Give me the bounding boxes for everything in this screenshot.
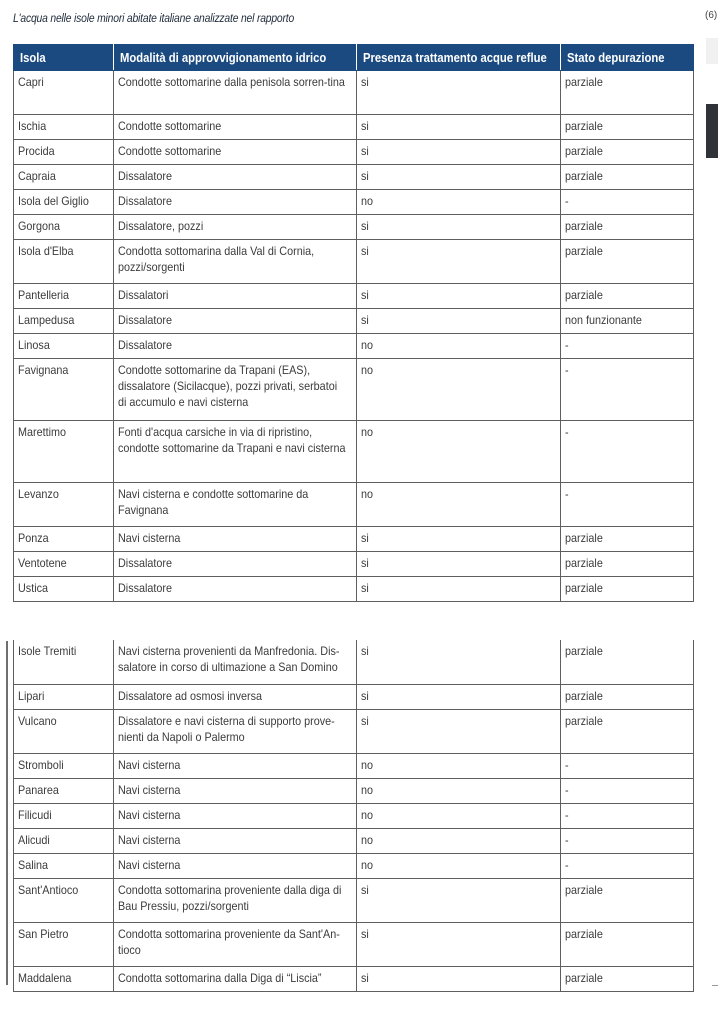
table-row bbox=[14, 922, 694, 966]
cell-isola: Pantelleria bbox=[14, 284, 114, 309]
cell-trattamento: si bbox=[357, 922, 561, 966]
table-row bbox=[14, 215, 694, 240]
table-body-2 bbox=[14, 640, 694, 991]
cell-trattamento: si bbox=[357, 684, 561, 709]
cell-isola: Favignana bbox=[14, 359, 114, 421]
cell-stato: parziale bbox=[561, 922, 694, 966]
table-row bbox=[14, 140, 694, 165]
cell-isola: Lampedusa bbox=[14, 309, 114, 334]
cell-isola: Capraia bbox=[14, 165, 114, 190]
cell-isola: Panarea bbox=[14, 778, 114, 803]
table-row bbox=[14, 165, 694, 190]
cell-stato: parziale bbox=[561, 71, 694, 115]
cell-isola: Linosa bbox=[14, 334, 114, 359]
table-header-row bbox=[14, 45, 694, 71]
cell-modalita: Navi cisterna provenienti da Manfredonia. Dis-salatore in corso di ultimazione a San Domino bbox=[114, 640, 357, 684]
table-row bbox=[14, 640, 694, 684]
table-row bbox=[14, 240, 694, 284]
cell-stato: - bbox=[561, 483, 694, 527]
cell-stato: parziale bbox=[561, 966, 694, 991]
cell-isola: Procida bbox=[14, 140, 114, 165]
cell-modalita: Condotte sottomarine da Trapani (EAS), dissalatore (Sicilacque), pozzi privati, serbatoi di accumulo e navi cisterna bbox=[114, 359, 357, 421]
water-table-part-2 bbox=[13, 640, 694, 992]
table-row bbox=[14, 684, 694, 709]
cell-isola: Ventotene bbox=[14, 552, 114, 577]
cell-modalita: Navi cisterna bbox=[114, 803, 357, 828]
cell-trattamento: si bbox=[357, 577, 561, 602]
cell-isola: Ischia bbox=[14, 115, 114, 140]
side-divider bbox=[712, 985, 718, 986]
cell-trattamento: si bbox=[357, 140, 561, 165]
cell-modalita: Dissalatore bbox=[114, 552, 357, 577]
cell-trattamento: no bbox=[357, 359, 561, 421]
cell-trattamento: no bbox=[357, 853, 561, 878]
page-side-number: (6) bbox=[705, 10, 718, 21]
cell-modalita: Fonti d'acqua carsiche in via di ripristino, condotte sottomarine da Trapani e navi cisterna bbox=[114, 421, 357, 483]
cell-trattamento: si bbox=[357, 966, 561, 991]
table-row bbox=[14, 309, 694, 334]
cell-trattamento: si bbox=[357, 709, 561, 753]
cell-stato: parziale bbox=[561, 215, 694, 240]
cell-stato: - bbox=[561, 853, 694, 878]
header-trattamento: Presenza trattamento acque reflue bbox=[357, 45, 561, 71]
cell-stato: parziale bbox=[561, 240, 694, 284]
cell-stato: parziale bbox=[561, 527, 694, 552]
cell-modalita: Dissalatore, pozzi bbox=[114, 215, 357, 240]
cell-stato: parziale bbox=[561, 709, 694, 753]
cell-trattamento: si bbox=[357, 165, 561, 190]
cell-stato: parziale bbox=[561, 552, 694, 577]
cell-trattamento: no bbox=[357, 778, 561, 803]
table-row bbox=[14, 483, 694, 527]
table-row bbox=[14, 853, 694, 878]
header-stato: Stato depurazione bbox=[561, 45, 694, 71]
cell-trattamento: si bbox=[357, 640, 561, 684]
table-row bbox=[14, 709, 694, 753]
cell-modalita: Navi cisterna bbox=[114, 753, 357, 778]
table-row bbox=[14, 803, 694, 828]
table-row bbox=[14, 421, 694, 483]
cell-stato: parziale bbox=[561, 140, 694, 165]
cell-modalita: Dissalatore ad osmosi inversa bbox=[114, 684, 357, 709]
table-row bbox=[14, 527, 694, 552]
table-row bbox=[14, 190, 694, 215]
side-panel-light bbox=[706, 38, 718, 64]
cell-modalita: Navi cisterna bbox=[114, 778, 357, 803]
cell-isola: Isole Tremiti bbox=[14, 640, 114, 684]
left-margin-bar bbox=[6, 641, 8, 985]
cell-isola: Filicudi bbox=[14, 803, 114, 828]
table-row bbox=[14, 71, 694, 115]
cell-isola: Gorgona bbox=[14, 215, 114, 240]
cell-modalita: Navi cisterna bbox=[114, 828, 357, 853]
cell-stato: parziale bbox=[561, 684, 694, 709]
cell-trattamento: si bbox=[357, 878, 561, 922]
cell-modalita: Dissalatore bbox=[114, 577, 357, 602]
cell-isola: Salina bbox=[14, 853, 114, 878]
cell-trattamento: si bbox=[357, 240, 561, 284]
cell-modalita: Dissalatore bbox=[114, 309, 357, 334]
water-table-part-1 bbox=[13, 44, 694, 602]
cell-modalita: Navi cisterna e condotte sottomarine da Favignana bbox=[114, 483, 357, 527]
cell-isola: Isola d'Elba bbox=[14, 240, 114, 284]
cell-modalita: Dissalatori bbox=[114, 284, 357, 309]
cell-modalita: Condotte sottomarine bbox=[114, 140, 357, 165]
cell-trattamento: no bbox=[357, 334, 561, 359]
table-row bbox=[14, 552, 694, 577]
cell-stato: - bbox=[561, 803, 694, 828]
cell-modalita: Condotte sottomarine bbox=[114, 115, 357, 140]
cell-isola: Ponza bbox=[14, 527, 114, 552]
table-row bbox=[14, 878, 694, 922]
cell-trattamento: si bbox=[357, 115, 561, 140]
cell-stato: parziale bbox=[561, 115, 694, 140]
cell-trattamento: si bbox=[357, 215, 561, 240]
cell-stato: - bbox=[561, 190, 694, 215]
cell-modalita: Dissalatore e navi cisterna di supporto prove-nienti da Napoli o Palermo bbox=[114, 709, 357, 753]
header-modalita: Modalità di approvvigionamento idrico bbox=[114, 45, 357, 71]
cell-trattamento: no bbox=[357, 803, 561, 828]
cell-trattamento: si bbox=[357, 552, 561, 577]
cell-isola: Lipari bbox=[14, 684, 114, 709]
cell-stato: - bbox=[561, 778, 694, 803]
cell-isola: Vulcano bbox=[14, 709, 114, 753]
cell-modalita: Dissalatore bbox=[114, 165, 357, 190]
cell-trattamento: no bbox=[357, 483, 561, 527]
cell-stato: - bbox=[561, 359, 694, 421]
cell-isola: Maddalena bbox=[14, 966, 114, 991]
cell-modalita: Dissalatore bbox=[114, 334, 357, 359]
cell-stato: non funzionante bbox=[561, 309, 694, 334]
cell-isola: Ustica bbox=[14, 577, 114, 602]
cell-modalita: Condotte sottomarine dalla penisola sorren-tina bbox=[114, 71, 357, 115]
cell-isola: Capri bbox=[14, 71, 114, 115]
cell-stato: parziale bbox=[561, 577, 694, 602]
cell-trattamento: si bbox=[357, 71, 561, 115]
cell-stato: parziale bbox=[561, 284, 694, 309]
cell-stato: - bbox=[561, 421, 694, 483]
cell-stato: parziale bbox=[561, 165, 694, 190]
cell-isola: Stromboli bbox=[14, 753, 114, 778]
cell-isola: Sant'Antioco bbox=[14, 878, 114, 922]
header-isola: Isola bbox=[14, 45, 114, 71]
table-row bbox=[14, 359, 694, 421]
cell-stato: - bbox=[561, 828, 694, 853]
table-row bbox=[14, 966, 694, 991]
cell-trattamento: no bbox=[357, 190, 561, 215]
cell-stato: parziale bbox=[561, 640, 694, 684]
table-row bbox=[14, 778, 694, 803]
side-panel-dark bbox=[706, 104, 718, 158]
cell-trattamento: si bbox=[357, 284, 561, 309]
cell-trattamento: si bbox=[357, 527, 561, 552]
table-row bbox=[14, 334, 694, 359]
cell-modalita: Condotta sottomarina proveniente da Sant'An-tioco bbox=[114, 922, 357, 966]
cell-isola: San Pietro bbox=[14, 922, 114, 966]
table-caption: L'acqua nelle isole minori abitate italiane analizzate nel rapporto bbox=[13, 13, 295, 25]
table-row bbox=[14, 115, 694, 140]
cell-trattamento: si bbox=[357, 309, 561, 334]
cell-modalita: Condotta sottomarina dalla Val di Cornia, pozzi/sorgenti bbox=[114, 240, 357, 284]
table-row bbox=[14, 753, 694, 778]
cell-trattamento: no bbox=[357, 828, 561, 853]
table-row bbox=[14, 577, 694, 602]
table-body-1 bbox=[14, 71, 694, 602]
cell-stato: - bbox=[561, 753, 694, 778]
table-row bbox=[14, 284, 694, 309]
cell-isola: Isola del Giglio bbox=[14, 190, 114, 215]
cell-stato: parziale bbox=[561, 878, 694, 922]
cell-trattamento: no bbox=[357, 753, 561, 778]
cell-modalita: Navi cisterna bbox=[114, 527, 357, 552]
cell-stato: - bbox=[561, 334, 694, 359]
cell-isola: Levanzo bbox=[14, 483, 114, 527]
cell-modalita: Condotta sottomarina dalla Diga di “Liscia” bbox=[114, 966, 357, 991]
cell-modalita: Condotta sottomarina proveniente dalla diga di Bau Pressiu, pozzi/sorgenti bbox=[114, 878, 357, 922]
cell-isola: Marettimo bbox=[14, 421, 114, 483]
cell-modalita: Navi cisterna bbox=[114, 853, 357, 878]
cell-modalita: Dissalatore bbox=[114, 190, 357, 215]
table-row bbox=[14, 828, 694, 853]
cell-trattamento: no bbox=[357, 421, 561, 483]
cell-isola: Alicudi bbox=[14, 828, 114, 853]
